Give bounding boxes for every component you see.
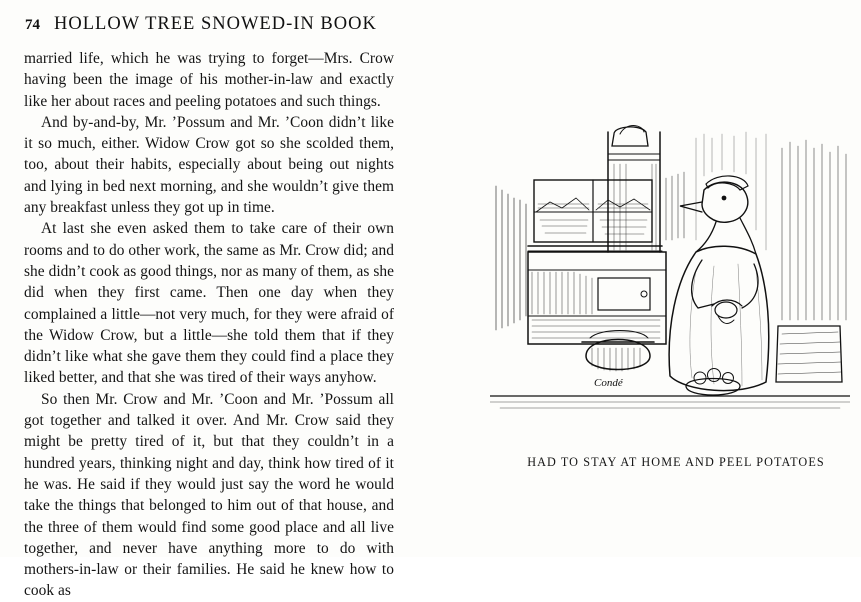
- paragraph: So then Mr. Crow and Mr. ’Coon and Mr. ’Possum all got together and talked it over. And Mr. Crow said they might be pretty tired of it, but that they couldn’t in a hundred years, thinking night and day, think how tired of it he was. He said if they would just say the word he would take the things that belonged to him out of that house, and the three of them would find some good place and all live together, and never have anything more to do with mothers-in-law or their families. He said he knew how to cook as: [24, 390, 394, 600]
- illustration-caption: HAD TO STAY AT HOME AND PEEL POTATOES: [527, 455, 825, 469]
- illustration-column: [430, 0, 861, 557]
- artist-signature: Condé: [594, 377, 623, 389]
- body-text: [24, 48, 394, 602]
- running-head: [25, 14, 400, 35]
- crow-peeling-potatoes-drawing: [490, 120, 850, 420]
- page-number: 74: [25, 17, 40, 33]
- text-column: [0, 0, 430, 600]
- paragraph: At last she even asked them to take care of their own rooms and to do other work, the same as Mr. Crow did; and she didn’t cook as good things, nor as many of them, as she did when they first came. Then one day when they complained a little—not very much, for they were afraid of the Widow Crow, but a little—she told them that if they didn’t like what she gave them they could find a place they liked better, and that she was tired of their ways anyhow.: [24, 220, 394, 387]
- running-title: HOLLOW TREE SNOWED-IN BOOK: [54, 14, 377, 34]
- paragraph: married life, which he was trying to forget—Mrs. Crow having been the image of his mother-in-law and exactly like her about races and peeling potatoes and such things.: [24, 50, 394, 110]
- illustration: [490, 120, 850, 420]
- paragraph: And by-and-by, Mr. ’Possum and Mr. ’Coon didn’t like it so much, either. Widow Crow got so she scolded them, too, about their habits, especially about being out nights and lying in bed next morning, and she wouldn’t give them any breakfast unless they got up in time.: [24, 113, 394, 217]
